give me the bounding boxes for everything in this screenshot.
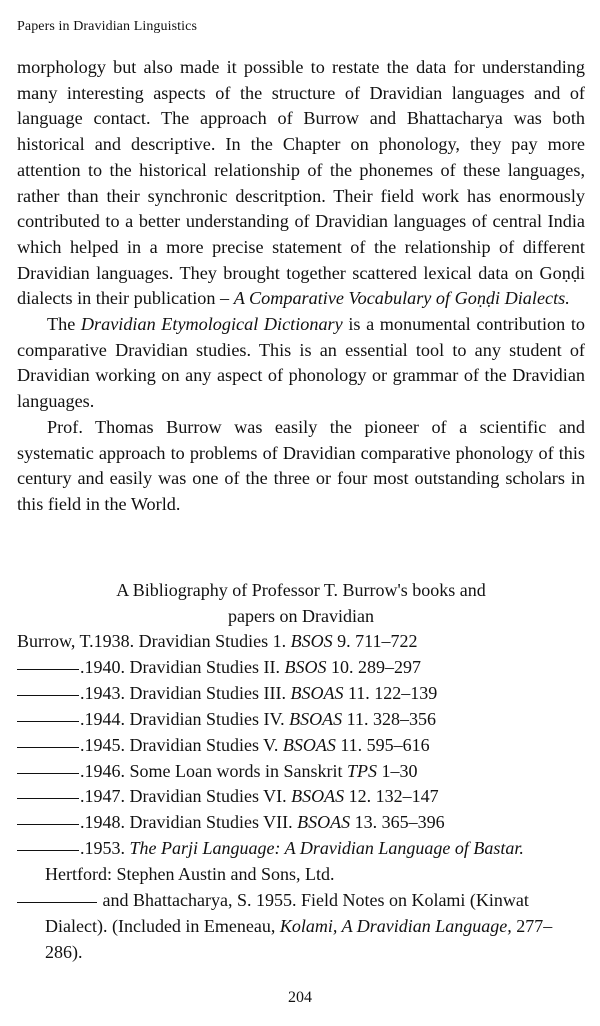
running-head: Papers in Dravidian Linguistics bbox=[17, 19, 198, 34]
bibliography-entry bbox=[17, 681, 587, 707]
text-run: Burrow, T.1938. Dravidian Studies 1. bbox=[17, 631, 291, 651]
text-run: 11. 595–616 bbox=[335, 734, 430, 755]
text-run: 12. 132–147 bbox=[344, 786, 439, 807]
italic-text: BSOAS bbox=[291, 786, 345, 807]
ditto-rule bbox=[17, 824, 79, 825]
paragraph-3 bbox=[17, 415, 585, 518]
text-run: Prof. Thomas Burrow was easily the pioneer of a scientific and systematic approach to problems of Dravidian comparative phonology of this century and easily was one of the three or four most outstanding scholars in this field in the World. bbox=[17, 416, 585, 514]
ditto-rule bbox=[17, 669, 79, 670]
italic-text: BSOAS bbox=[290, 682, 344, 703]
bibliography-heading bbox=[17, 578, 585, 629]
ditto-rule bbox=[17, 695, 79, 696]
text-run: 9. 711–722 bbox=[332, 631, 418, 651]
text-run: is a monumental contribution to comparative Dravidian studies. This is an essential tool to any student of Dravidian working on any aspect of phonology or grammar of the Dravidian languages. bbox=[17, 314, 585, 412]
ditto-rule bbox=[17, 721, 79, 722]
text-run: .1943. Dravidian Studies III. bbox=[80, 682, 291, 703]
ditto-rule bbox=[17, 798, 79, 799]
italic-text: Kolami, A Dravidian Language, bbox=[279, 915, 512, 936]
text-run: 13. 365–396 bbox=[350, 812, 445, 833]
bibliography-heading-line-1: A Bibliography of Professor T. Burrow's books and bbox=[116, 580, 486, 600]
bibliography-entry bbox=[17, 784, 587, 810]
text-run: .1945. Dravidian Studies V. bbox=[80, 734, 283, 755]
text-run: .1947. Dravidian Studies VI. bbox=[80, 786, 292, 807]
bibliography-entry bbox=[17, 810, 587, 836]
italic-text: TPS bbox=[347, 760, 378, 781]
bibliography-entry bbox=[17, 888, 587, 966]
bibliography-entry bbox=[17, 733, 587, 759]
ditto-rule bbox=[17, 850, 79, 851]
text-run: .1940. Dravidian Studies II. bbox=[80, 656, 285, 677]
italic-text: BSOAS bbox=[289, 708, 343, 729]
ditto-rule bbox=[17, 747, 79, 748]
text-run: .1944. Dravidian Studies IV. bbox=[80, 708, 290, 729]
text-run: .1948. Dravidian Studies VII. bbox=[80, 812, 298, 833]
italic-text: BSOS bbox=[290, 631, 333, 651]
page-number: 204 bbox=[288, 989, 312, 1006]
text-run: and Bhattacharya, S. 1955. Field Notes on Kolami (Kinwat Dialect). (Included in Emeneau, bbox=[45, 890, 529, 936]
text-run: 1–30 bbox=[377, 760, 418, 781]
italic-text: The Parji Language: A Dravidian Language of Bastar. bbox=[129, 838, 524, 859]
bibliography-entry bbox=[17, 655, 587, 681]
ditto-rule bbox=[17, 902, 97, 903]
italic-text: BSOAS bbox=[282, 734, 336, 755]
text-run: .1946. Some Loan words in Sanskrit bbox=[80, 760, 347, 781]
text-run: .1953. bbox=[80, 838, 130, 859]
bibliography-entry bbox=[17, 759, 587, 785]
text-run: Hertford: Stephen Austin and Sons, Ltd. bbox=[45, 864, 335, 885]
italic-text: BSOS bbox=[284, 656, 327, 677]
bibliography-entry bbox=[17, 836, 587, 888]
text-run: 10. 289–297 bbox=[326, 656, 421, 677]
text-run: The bbox=[47, 314, 81, 335]
body-text bbox=[17, 55, 585, 518]
italic-text: Dravidian Etymological Dictionary bbox=[80, 314, 343, 335]
paragraph-1 bbox=[17, 55, 585, 312]
paragraph-2 bbox=[17, 312, 585, 415]
text-run: 277–286). bbox=[45, 915, 553, 962]
bibliography-entry bbox=[17, 707, 587, 733]
text-run: 11. 122–139 bbox=[343, 682, 438, 703]
bibliography-entry bbox=[17, 629, 587, 655]
italic-text: A Comparative Vocabulary of Goṇḍi Dialects. bbox=[233, 288, 570, 309]
bibliography-list bbox=[17, 629, 587, 966]
ditto-rule bbox=[17, 773, 79, 774]
italic-text: BSOAS bbox=[297, 812, 351, 833]
bibliography-heading-line-2: papers on Dravidian bbox=[228, 605, 374, 626]
text-run: 11. 328–356 bbox=[342, 708, 436, 729]
text-run: morphology but also made it possible to restate the data for understanding many interesting aspects of the structure of Dravidian languages and of language contact. The approach of Burrow and Bhattacharya was both historical and descriptive. In the Chapter on phonology, they pay more attention to the historical relationship of the phonemes of these languages, rather than their synchronic descritption. Their field work has enormously contributed to a better understanding of Dravidian languages of central India which helped in a more precise statement of the relationship of different Dravidian languages. They brought together scattered lexical data on Goṇḍi dialects in their publication – bbox=[17, 57, 585, 309]
